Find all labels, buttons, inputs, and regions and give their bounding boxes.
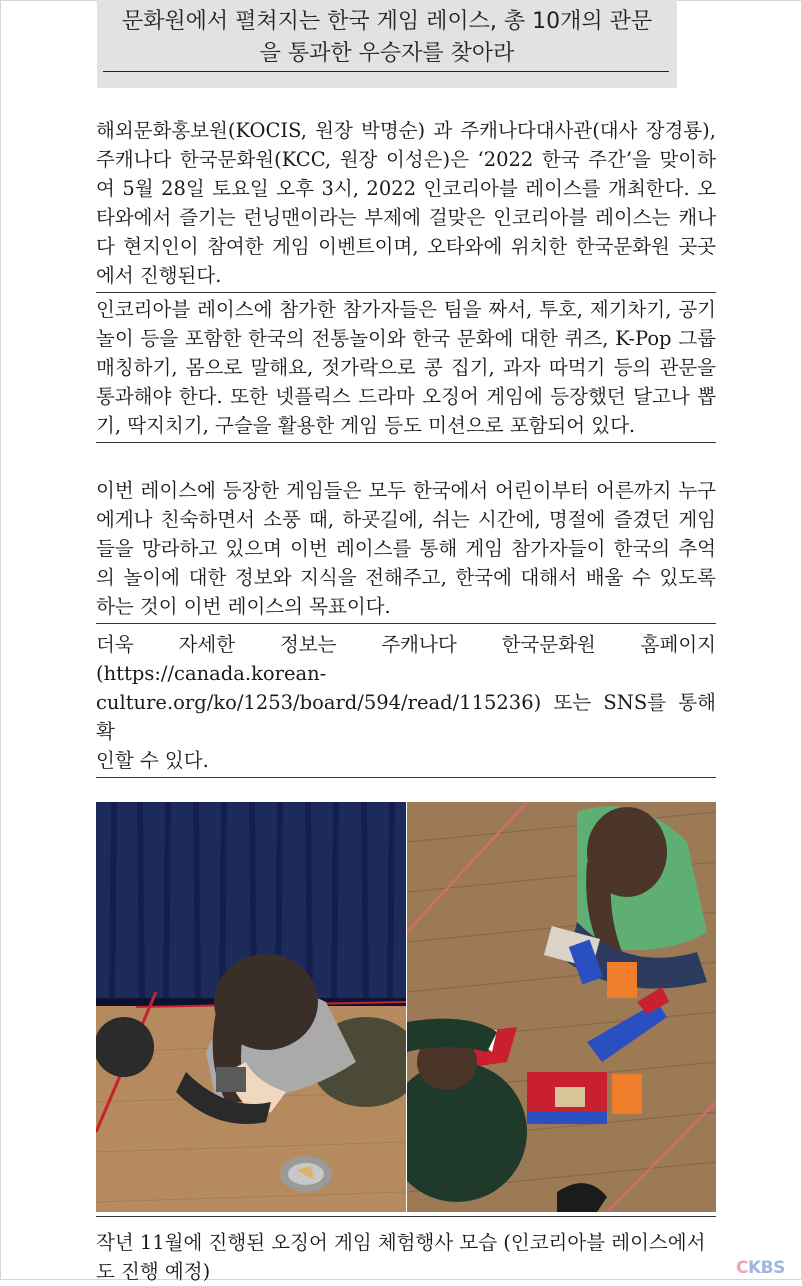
- photo-dakji-players: [407, 802, 716, 1212]
- paragraph-goal: 이번 레이스에 등장한 게임들은 모두 한국에서 어린이부터 어른까지 누구에게나 친숙하면서 소풍 때, 하굣길에, 쉬는 시간에, 명절에 즐겼던 게임들을 망라하고 있으며 이번 레이스를 통해 게임 참가자들이 한국의 추억의 놀이에 대한 정보와 지식을 전해주고, 한국에 대해서 배울 수 있도록 하는 것이 이번 레이스의 목표이다.: [96, 476, 716, 624]
- paragraph-intro: 해외문화홍보원(KOCIS, 원장 박명순) 과 주캐나다대사관(대사 장경룡), 주캐나다 한국문화원(KCC, 원장 이성은)은 ‘2022 한국 주간’을 맞이하여 5월 28일 토요일 오후 3시, 2022 인코리아블 레이스를 개최한다. 오타와에서 즐기는 런닝맨이라는 부제에 걸맞은 인코리아블 레이스는 캐나다 현지인이 참여한 게임 이벤트이며, 오타와에 위치한 한국문화원 곳곳에서 진행된다.: [96, 116, 716, 293]
- title-box: [97, 0, 677, 88]
- photo-dalgona-player: [96, 802, 406, 1212]
- more-info-url-start[interactable]: (https://canada.korean-: [96, 662, 327, 685]
- watermark-kbs: KBS: [747, 1258, 785, 1278]
- title-line-2: 을 통과한 우승자를 찾아라: [259, 41, 515, 66]
- photo-collage: [96, 802, 716, 1212]
- title-underline: [103, 71, 669, 72]
- more-info-line: 더욱 자세한 정보는 주캐나다 한국문화원 홈페이지: [96, 633, 716, 656]
- kbs-watermark-logo: [736, 1258, 785, 1278]
- title-line-1: 문화원에서 펼쳐지는 한국 게임 레이스, 총 10개의 관문: [121, 9, 653, 34]
- paragraph-games: 인코리아블 레이스에 참가한 참가자들은 팀을 짜서, 투호, 제기차기, 공기놀이 등을 포함한 한국의 전통놀이와 한국 문화에 대한 퀴즈, K-Pop 그룹 매칭하기, 몸으로 말해요, 젓가락으로 콩 집기, 과자 따먹기 등의 관문을 통과해야 한다. 또한 넷플릭스 드라마 오징어 게임에 등장했던 달고나 뽑기, 딱지치기, 구슬을 활용한 게임 등도 미션으로 포함되어 있다.: [96, 295, 716, 443]
- more-info-url-end[interactable]: culture.org/ko/1253/board/594/read/115236) 또는 SNS를 통해 확: [96, 691, 716, 743]
- article-title: [97, 6, 677, 70]
- photo-caption: 작년 11월에 진행된 오징어 게임 체험행사 모습 (인코리아블 레이스에서도 진행 예정): [96, 1231, 706, 1283]
- caption-rule: [96, 1216, 716, 1217]
- more-info-end: 인할 수 있다.: [96, 749, 209, 772]
- paragraph-more-info: [96, 630, 716, 778]
- watermark-c: C: [736, 1258, 748, 1278]
